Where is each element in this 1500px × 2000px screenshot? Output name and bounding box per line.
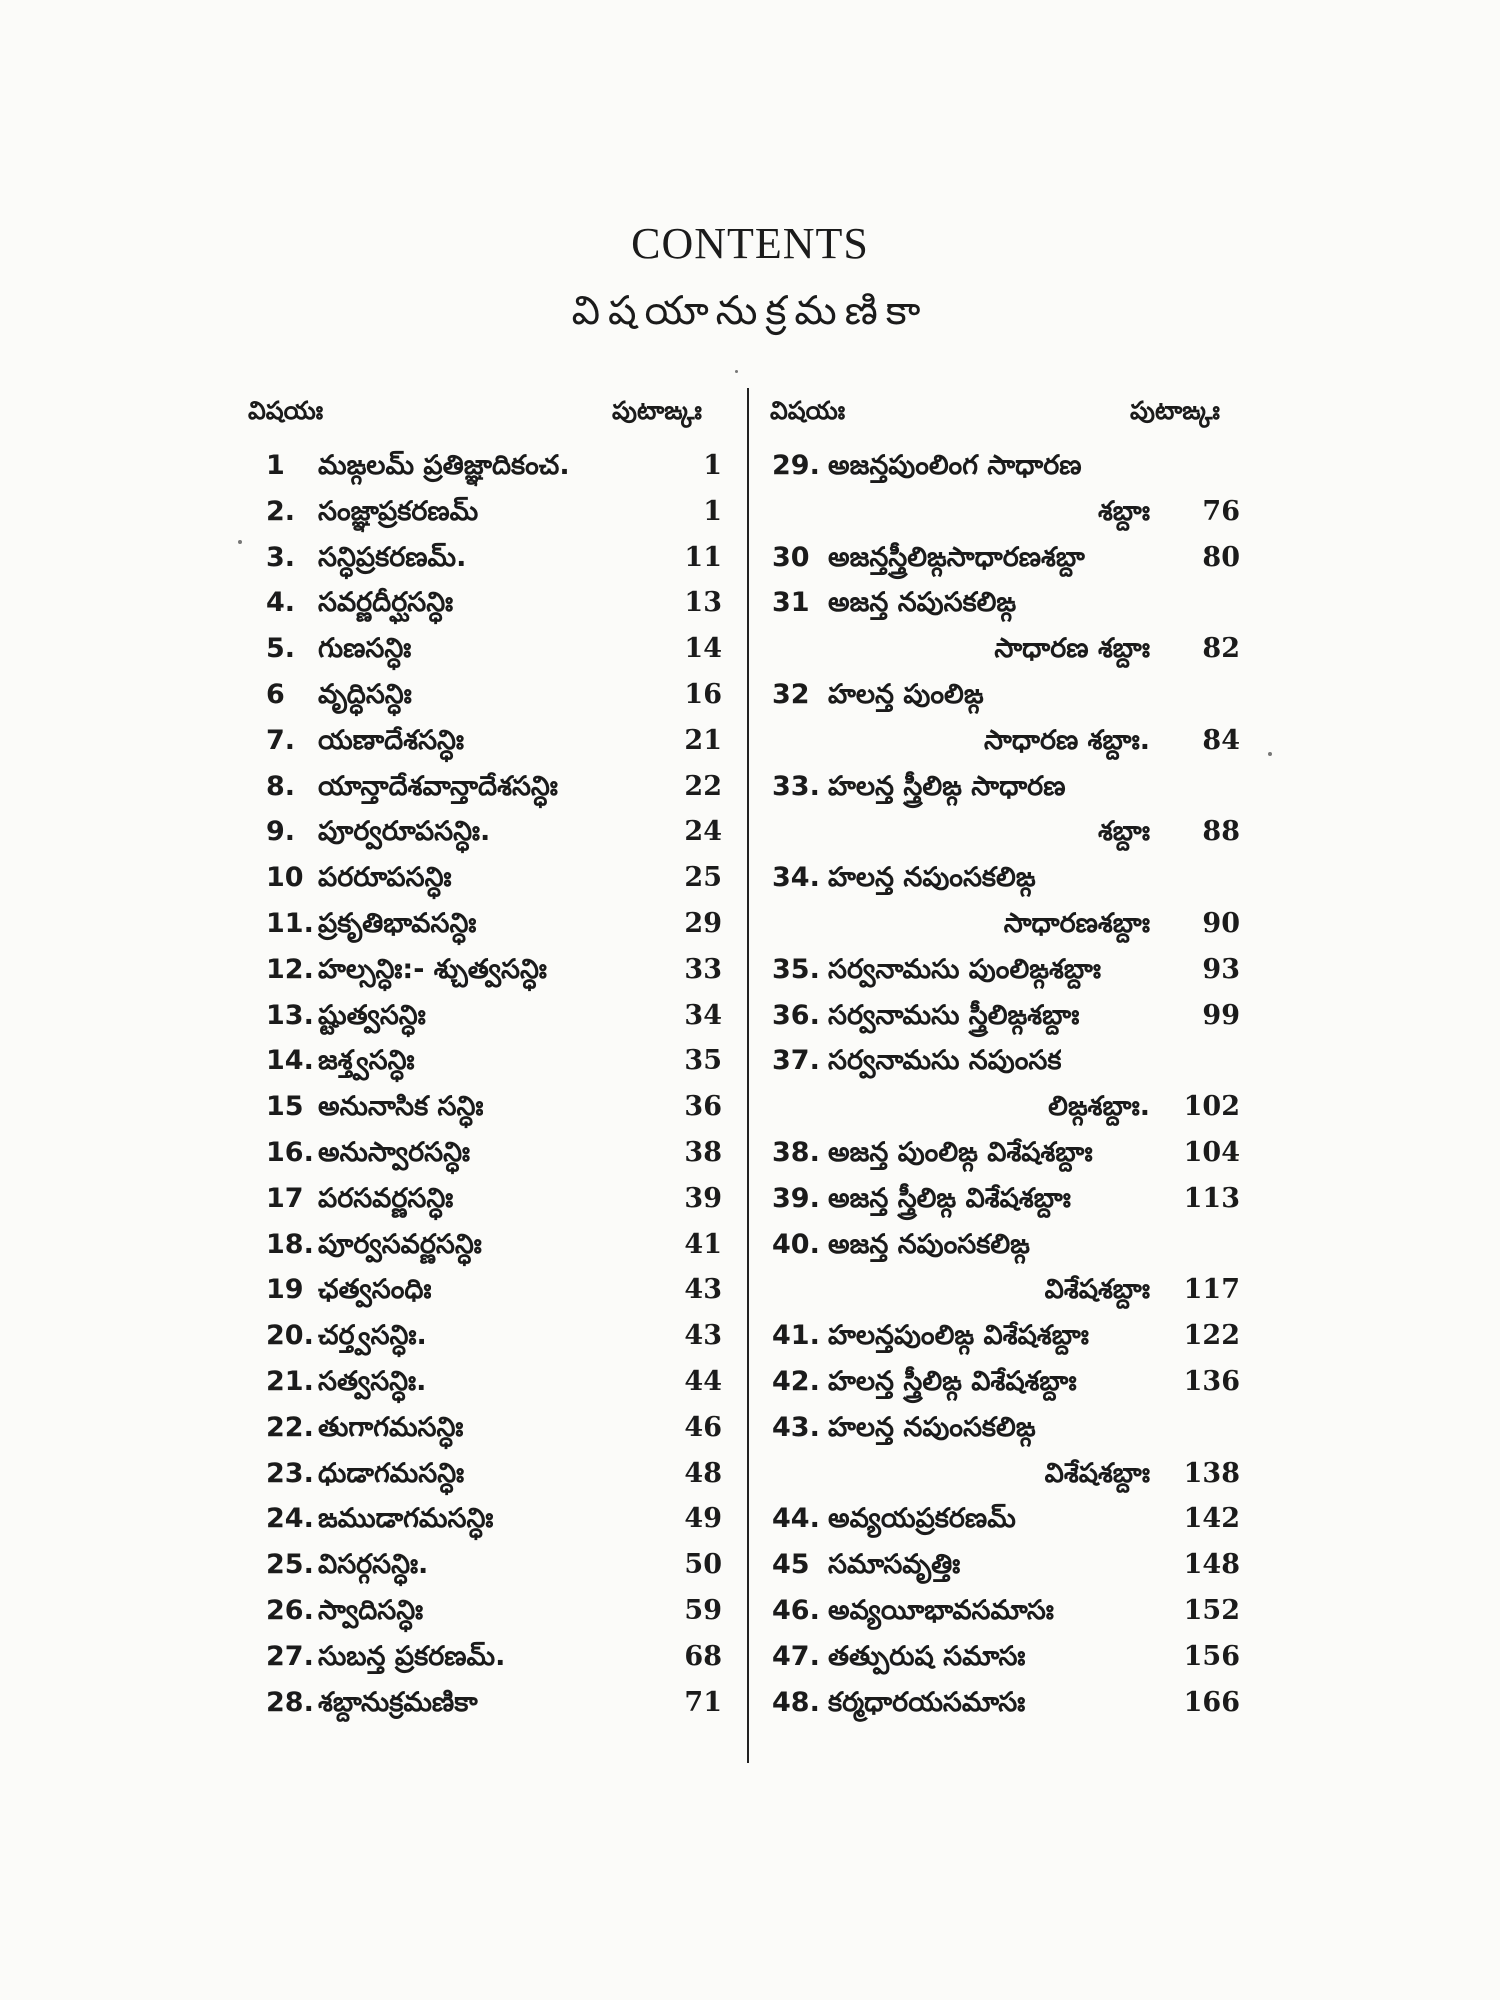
entry-title: అవ్యయీభావసమాసః (828, 1595, 1054, 1626)
entry-page: 50 (684, 1549, 722, 1581)
entry-number: 26. (266, 1595, 314, 1626)
entry-number: 14. (266, 1045, 314, 1077)
entry-page: 148 (1183, 1549, 1240, 1581)
entry-page: 22 (684, 770, 722, 802)
entry-title: ష్టుత్వసన్ధిః (318, 999, 426, 1031)
entry-title: పూర్వరూపసన్ధిః. (318, 816, 491, 848)
entry-number: 12. (266, 953, 314, 985)
entry-title: కర్మధారయసమాసః (828, 1686, 1026, 1718)
entry-page: 48 (684, 1457, 722, 1489)
entry-title: సుబన్త ప్రకరణమ్. (318, 1640, 506, 1672)
entry-title: అజన్త నపుంసకలిఙ్గ (828, 1228, 1030, 1260)
entry-page: 80 (1202, 541, 1240, 573)
entry-title: హలన్త నపుంసకలిఙ్గ (828, 1411, 1036, 1443)
entry-number: 47. (772, 1640, 820, 1672)
entry-title: అనునాసిక సన్ధిః (318, 1091, 484, 1123)
entry-number: 6 (266, 679, 285, 710)
entry-page: 16 (684, 679, 722, 710)
entry-title: హలన్త నపుంసకలిఙ్గ (828, 862, 1036, 894)
entry-page: 1 (703, 450, 722, 481)
entry-number: 2. (266, 495, 296, 527)
entry-number: 46. (772, 1595, 820, 1626)
entry-page: 43 (684, 1320, 722, 1352)
entry-title: సమాసవృత్తిః (828, 1549, 961, 1581)
page-title: CONTENTS (631, 219, 869, 268)
entry-number: 15 (266, 1091, 304, 1123)
entry-page: 102 (1183, 1091, 1240, 1123)
entry-number: 20. (266, 1320, 314, 1352)
entry-number: 23. (266, 1457, 314, 1489)
entry-title: పూర్వసవర్ణసన్ధిః (318, 1228, 482, 1260)
entry-number: 9. (266, 816, 296, 848)
entry-number: 39. (772, 1182, 820, 1214)
entry-page: 44 (684, 1366, 722, 1397)
entry-title-continuation: శబ్దాః (1097, 816, 1150, 848)
entry-number: 32 (772, 679, 810, 710)
paper-speck (735, 370, 738, 373)
entry-number: 45 (772, 1549, 810, 1581)
entry-page: 39 (684, 1182, 722, 1214)
entry-number: 28. (266, 1686, 314, 1718)
entry-number: 43. (772, 1411, 820, 1443)
entry-title: వృద్ధిసన్ధిః (318, 679, 412, 710)
entry-number: 44. (772, 1503, 820, 1535)
entry-title: అజన్తస్త్రీలిఙ్గసాధారణశబ్దా (828, 541, 1085, 573)
entry-page: 24 (684, 816, 722, 848)
left-subject-header: విషయః (248, 396, 324, 425)
column-divider (747, 388, 749, 1763)
entry-page: 104 (1183, 1137, 1240, 1168)
entry-number: 21. (266, 1366, 314, 1397)
entry-title: అనుస్వారసన్ధిః (318, 1137, 471, 1168)
entry-page: 43 (684, 1274, 722, 1306)
entry-page: 99 (1202, 999, 1240, 1031)
entry-title-continuation: లిఙ్గశబ్దాః. (1048, 1091, 1150, 1123)
entry-number: 3. (266, 541, 296, 573)
entry-title-continuation: సాధారణ శబ్దాః. (984, 724, 1150, 756)
entry-title: అవ్యయప్రకరణమ్ (828, 1503, 1016, 1535)
entry-title-continuation: విశేషశబ్దాః (1044, 1274, 1150, 1306)
entry-number: 38. (772, 1137, 820, 1168)
entry-title: సన్ధిప్రకరణమ్. (318, 541, 467, 573)
paper-speck (1268, 752, 1272, 756)
entry-number: 17 (266, 1182, 304, 1214)
entry-title: ధుడాగమసన్ధిః (318, 1457, 465, 1489)
entry-page: 156 (1183, 1640, 1240, 1672)
entry-page: 122 (1183, 1320, 1240, 1352)
entry-title: హలన్త స్త్రీలిఙ్గ విశేషశబ్దాః (828, 1366, 1077, 1397)
entry-page: 59 (684, 1595, 722, 1626)
entry-number: 41. (772, 1320, 820, 1352)
entry-number: 1 (266, 450, 285, 481)
entry-page: 35 (684, 1045, 722, 1077)
entry-number: 22. (266, 1411, 314, 1443)
entry-page: 49 (684, 1503, 722, 1535)
entry-page: 93 (1202, 953, 1240, 985)
entry-title: హలన్త పుంలిఙ్గ (828, 679, 984, 710)
right-page-header: పుటాఙ్కః (1130, 396, 1220, 425)
entry-title: ఛత్వసంధిః (318, 1274, 432, 1306)
entry-title: పరసవర్ణసన్ధిః (318, 1182, 454, 1214)
right-subject-header: విషయః (770, 396, 846, 425)
entry-page: 142 (1183, 1503, 1240, 1535)
entry-page: 14 (684, 633, 722, 665)
entry-number: 5. (266, 633, 296, 665)
entry-number: 42. (772, 1366, 820, 1397)
entry-title: ప్రకృతిభావసన్ధిః (318, 908, 477, 939)
entry-page: 113 (1183, 1182, 1240, 1214)
entry-page: 82 (1202, 633, 1240, 665)
entry-page: 34 (684, 999, 722, 1031)
entry-page: 29 (684, 908, 722, 939)
entry-page: 90 (1202, 908, 1240, 939)
entry-title: తుగాగమసన్ధిః (318, 1411, 464, 1443)
page-subtitle: విషయానుక్రమణికా (571, 288, 929, 334)
entry-title: అజన్త నపుసకలిఙ్గ (828, 587, 1017, 619)
entry-title: విసర్గసన్ధిః. (318, 1549, 429, 1581)
entry-title-continuation: సాధారణ శబ్దాః (994, 633, 1150, 665)
entry-title: హల్సన్ధిః:- శ్చుత్వసన్ధిః (318, 953, 547, 985)
entry-page: 41 (684, 1228, 722, 1260)
entry-number: 10 (266, 862, 304, 894)
entry-number: 8. (266, 770, 296, 802)
entry-number: 48. (772, 1686, 820, 1718)
entry-page: 21 (684, 724, 722, 756)
entry-number: 25. (266, 1549, 314, 1581)
entry-number: 36. (772, 999, 820, 1031)
entry-number: 13. (266, 999, 314, 1031)
entry-number: 16. (266, 1137, 314, 1168)
entry-title: అజన్తపుంలింగ సాధారణ (828, 450, 1082, 481)
entry-page: 76 (1202, 495, 1240, 527)
entry-title: చర్త్వసన్ధిః. (318, 1320, 427, 1352)
entry-title: అజన్త పుంలిఙ్గ విశేషశబ్దాః (828, 1137, 1093, 1168)
entry-title: మఙ్గలమ్ ప్రతిజ్ఞాదికంచ. (318, 450, 570, 481)
entry-title: పరరూపసన్ధిః (318, 862, 452, 894)
entry-number: 18. (266, 1228, 314, 1260)
entry-page: 13 (684, 587, 722, 619)
entry-title: యణాదేశసన్ధిః (318, 724, 464, 756)
entry-page: 138 (1183, 1457, 1240, 1489)
entry-number: 4. (266, 587, 296, 619)
entry-page: 166 (1183, 1686, 1240, 1718)
entry-title: సర్వనామసు పుంలిఙ్గశబ్దాః (828, 953, 1102, 985)
entry-number: 19 (266, 1274, 304, 1306)
entry-title: శబ్దానుక్రమణికా (318, 1686, 478, 1718)
entry-page: 71 (684, 1686, 722, 1718)
entry-number: 37. (772, 1045, 820, 1077)
entry-title: సవర్ణదీర్ఘసన్ధిః (318, 587, 454, 619)
entry-title: తత్పురుష సమాసః (828, 1640, 1026, 1672)
entry-title: సంజ్ఞాప్రకరణమ్ (318, 495, 479, 527)
entry-page: 46 (684, 1411, 722, 1443)
paper-speck (238, 540, 242, 544)
entry-page: 38 (684, 1137, 722, 1168)
entry-title: యాన్తాదేశవాన్తాదేశసన్ధిః (318, 770, 558, 802)
entry-title-continuation: సాధారణశబ్దాః (1003, 908, 1150, 939)
entry-number: 40. (772, 1228, 820, 1260)
entry-page: 25 (684, 862, 722, 894)
entry-title-continuation: శబ్దాః (1097, 495, 1150, 527)
entry-number: 7. (266, 724, 296, 756)
left-page-header: పుటాఙ్కః (612, 396, 702, 425)
entry-title: హలన్త స్త్రీలిఙ్గ సాధారణ (828, 770, 1066, 802)
entry-title-continuation: విశేషశబ్దాః (1044, 1457, 1150, 1489)
entry-title: స్వాదిసన్ధిః (318, 1595, 424, 1626)
entry-page: 11 (684, 541, 722, 573)
entry-page: 88 (1202, 816, 1240, 848)
entry-number: 27. (266, 1640, 314, 1672)
entry-number: 34. (772, 862, 820, 894)
entry-title: సర్వనామసు నపుంసక (828, 1045, 1062, 1077)
entry-title: హలన్తపుంలిఙ్గ విశేషశబ్దాః (828, 1320, 1089, 1352)
entry-page: 1 (703, 495, 722, 527)
entry-title: ఙముడాగమసన్ధిః (318, 1503, 494, 1535)
entry-number: 30 (772, 541, 810, 573)
entry-page: 84 (1202, 724, 1240, 756)
entry-page: 33 (684, 953, 722, 985)
entry-title: అజన్త స్త్రీలిఙ్గ విశేషశబ్దాః (828, 1182, 1071, 1214)
entry-number: 35. (772, 953, 820, 985)
entry-page: 68 (684, 1640, 722, 1672)
entry-number: 24. (266, 1503, 314, 1535)
entry-title: గుణసన్ధిః (318, 633, 412, 665)
entry-page: 152 (1183, 1595, 1240, 1626)
entry-number: 29. (772, 450, 820, 481)
entry-number: 33. (772, 770, 820, 802)
entry-title: జశ్త్వసన్ధిః (318, 1045, 415, 1077)
entry-number: 31 (772, 587, 810, 619)
entry-title: సత్వసన్ధిః. (318, 1366, 427, 1397)
entry-page: 117 (1183, 1274, 1240, 1306)
entry-title: సర్వనామసు స్త్రీలిఙ్గశబ్దాః (828, 999, 1080, 1031)
entry-page: 136 (1183, 1366, 1240, 1397)
entry-number: 11. (266, 908, 314, 939)
entry-page: 36 (684, 1091, 722, 1123)
